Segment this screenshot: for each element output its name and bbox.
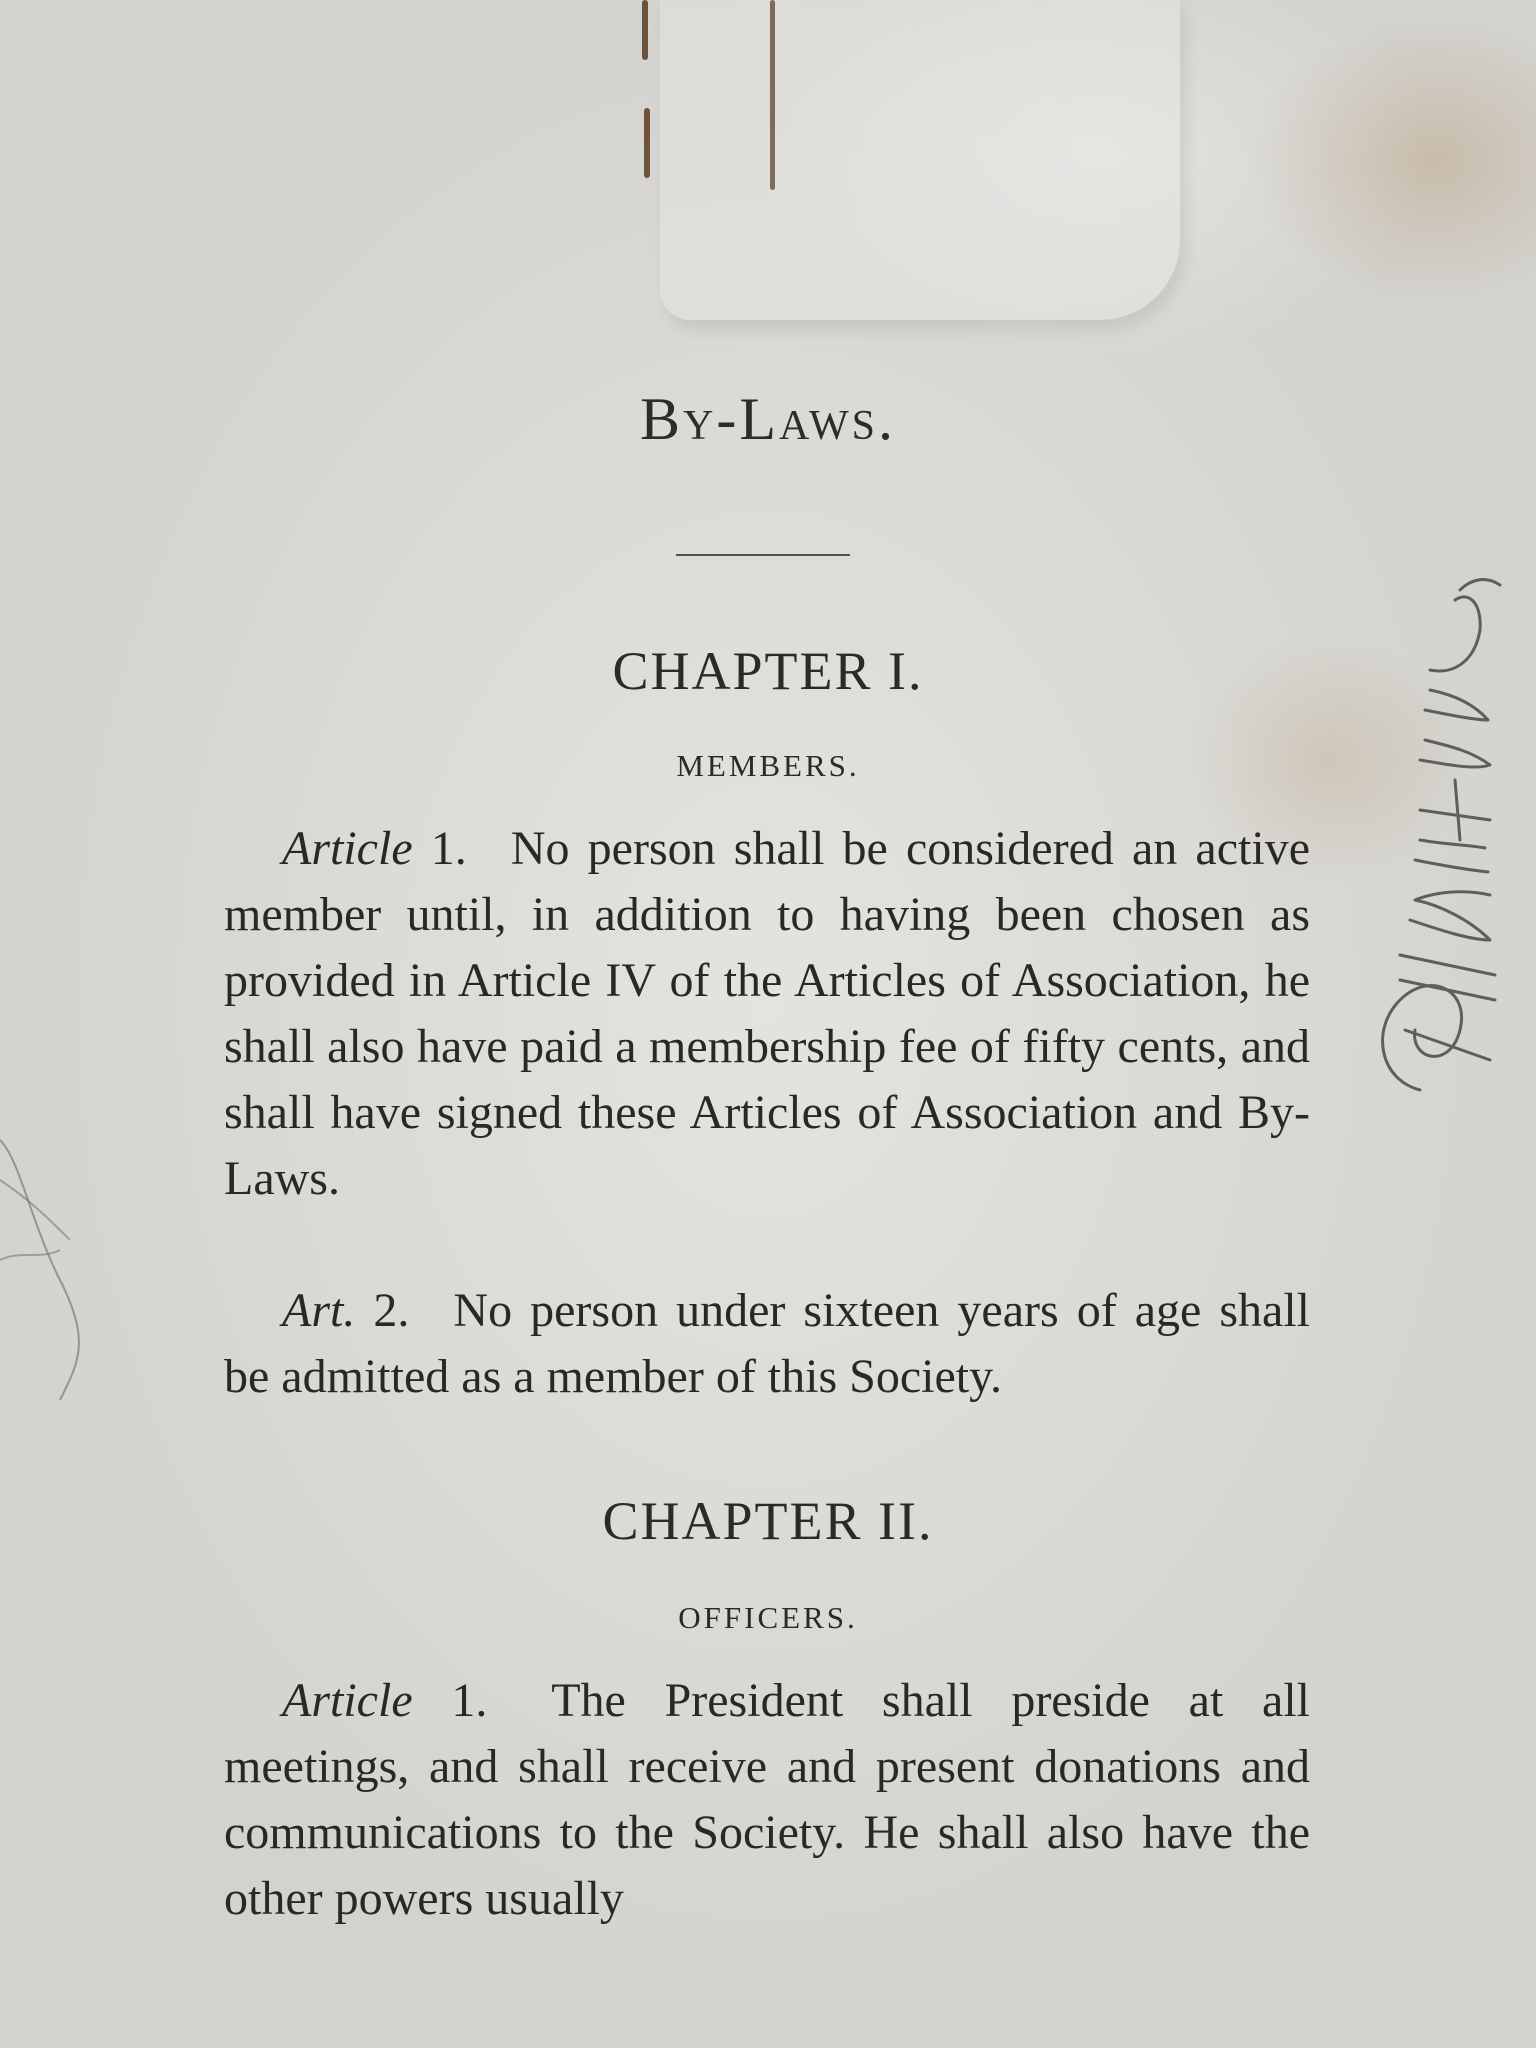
article-number: 1. xyxy=(430,822,467,875)
article-text: No person under sixteen years of age shall be admitted as a member of this Society. xyxy=(224,1284,1311,1403)
page-title: By-Laws. xyxy=(640,386,896,452)
article-label: Art. xyxy=(282,1284,356,1337)
binding-mark-right xyxy=(770,0,775,190)
section-heading: MEMBERS. xyxy=(676,748,860,783)
article-paragraph xyxy=(224,1668,1310,1932)
chapter-heading: CHAPTER II. xyxy=(602,1491,934,1551)
article-label: Article xyxy=(282,822,413,875)
article-paragraph xyxy=(224,1278,1310,1410)
title-rule xyxy=(676,554,850,556)
chapter-heading: CHAPTER I. xyxy=(612,641,924,701)
binding-mark-left-lower xyxy=(644,108,650,178)
article-number: 2. xyxy=(373,1284,410,1337)
section-heading: OFFICERS. xyxy=(678,1600,858,1635)
article-label: Article xyxy=(282,1674,413,1727)
article-text: No person shall be considered an active member until, in addition to having been chosen as provided in Article IV of the Articles of Association, he shall also have paid a membership fee of fifty cents, and shall have signed these Articles of Association and By-Laws. xyxy=(224,822,1310,1205)
article-text: The President shall preside at all meetings, and shall receive and present donations and communications to the Society. He shall also have the other powers usually xyxy=(224,1674,1310,1925)
binding-mark-left xyxy=(642,0,648,60)
article-number: 1. xyxy=(451,1674,488,1727)
article-paragraph xyxy=(224,816,1310,1212)
paper-fold xyxy=(660,0,1180,320)
handwritten-signature xyxy=(1360,560,1510,1120)
binding-thread-image xyxy=(0,1100,120,1400)
